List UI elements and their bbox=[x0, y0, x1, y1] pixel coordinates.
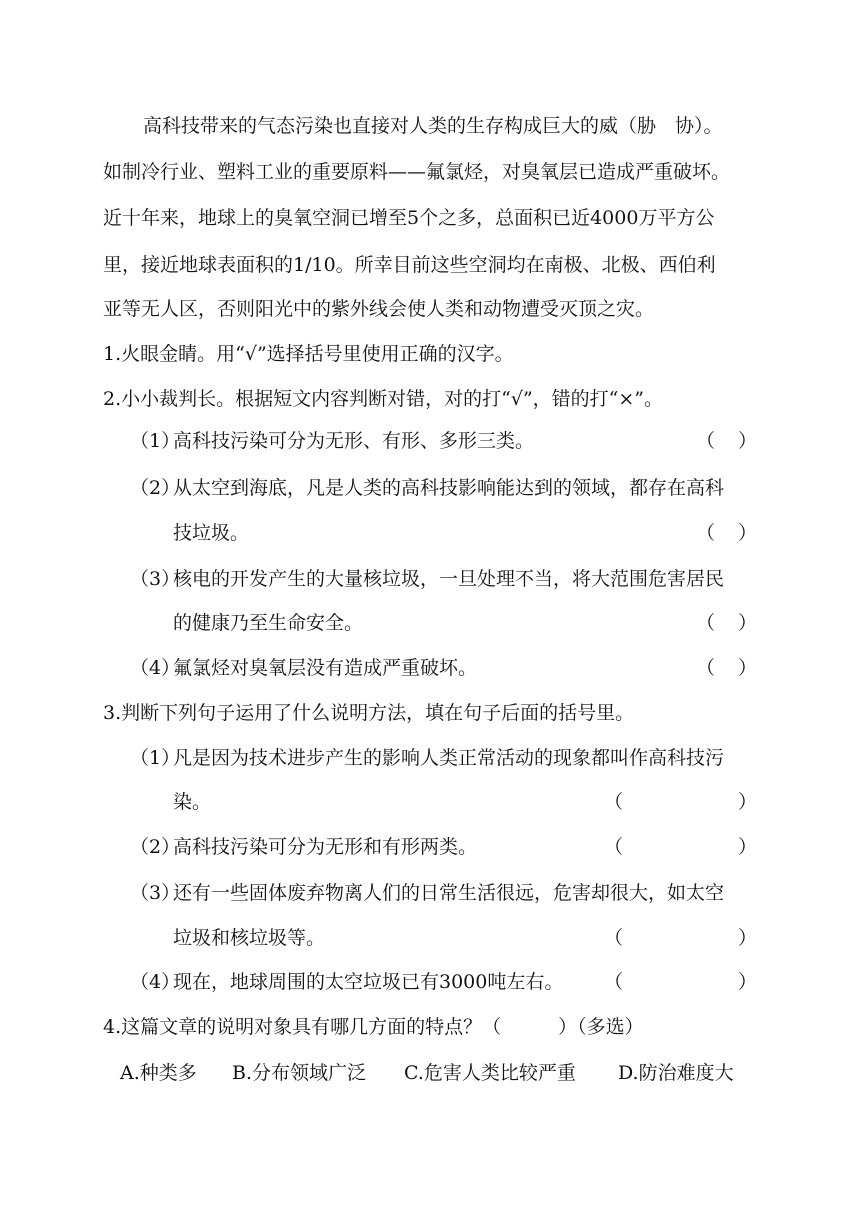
item-text: 高科技污染可分为无形和有形两类。 bbox=[173, 836, 478, 858]
answer-paren-open[interactable]: （ bbox=[604, 971, 624, 993]
item-text-continued: 垃圾和核垃圾等。 bbox=[173, 927, 326, 949]
item-text: 氟氯烃对臭氧层没有造成严重破坏。 bbox=[173, 657, 478, 679]
item-text: 还有一些固体废弃物离人们的日常生活很远，危害却很大，如太空 bbox=[173, 882, 725, 904]
item-number: （3） bbox=[130, 882, 181, 904]
answer-paren-open[interactable]: （ bbox=[604, 791, 624, 813]
answer-paren-open[interactable]: （ bbox=[696, 657, 716, 679]
item-text: 现在，地球周围的太空垃圾已有3000吨左右。 bbox=[173, 971, 564, 993]
answer-paren-close[interactable]: ） bbox=[738, 430, 758, 452]
answer-paren-open[interactable]: （ bbox=[604, 836, 624, 858]
item-number: （2） bbox=[130, 836, 181, 858]
option-a[interactable]: A.种类多 bbox=[120, 1062, 197, 1084]
item-text-continued: 技垃圾。 bbox=[173, 522, 250, 544]
passage-line: 近十年来，地球上的臭氧空洞已增至5个之多，总面积已近4000万平方公 bbox=[103, 207, 715, 229]
item-number: （4） bbox=[130, 657, 181, 679]
item-text: 从太空到海底，凡是人类的高科技影响能达到的领域，都存在高科 bbox=[173, 477, 725, 499]
answer-paren-close[interactable]: ） bbox=[738, 971, 758, 993]
item-number: （4） bbox=[130, 971, 181, 993]
item-text-continued: 染。 bbox=[173, 791, 212, 813]
item-number: （1） bbox=[130, 430, 181, 452]
answer-paren-close[interactable]: ） bbox=[738, 522, 758, 544]
question-3-title: 3.判断下列句子运用了什么说明方法，填在句子后面的括号里。 bbox=[103, 702, 635, 724]
item-text: 核电的开发产生的大量核垃圾，一旦处理不当，将大范围危害居民 bbox=[173, 568, 725, 590]
option-d[interactable]: D.防治难度大 bbox=[618, 1062, 734, 1084]
answer-paren-close[interactable]: ） bbox=[738, 612, 758, 634]
item-text: 高科技污染可分为无形、有形、多形三类。 bbox=[173, 430, 535, 452]
item-number: （1） bbox=[130, 747, 181, 769]
item-text-continued: 的健康乃至生命安全。 bbox=[173, 612, 364, 634]
question-1: 1.火眼金睛。用“√”选择括号里使用正确的汉字。 bbox=[103, 343, 514, 365]
answer-paren-open[interactable]: （ bbox=[604, 927, 624, 949]
option-b[interactable]: B.分布领域广泛 bbox=[232, 1062, 367, 1084]
passage-line: 亚等无人区，否则阳光中的紫外线会使人类和动物遭受灭顶之灾。 bbox=[103, 298, 655, 320]
question-4-title: 4.这篇文章的说明对象具有哪几方面的特点？（ ）（多选） bbox=[103, 1016, 644, 1038]
answer-paren-open[interactable]: （ bbox=[696, 522, 716, 544]
answer-paren-close[interactable]: ） bbox=[738, 836, 758, 858]
answer-paren-close[interactable]: ） bbox=[738, 657, 758, 679]
item-number: （3） bbox=[130, 568, 181, 590]
option-c[interactable]: C.危害人类比较严重 bbox=[404, 1062, 576, 1084]
answer-paren-open[interactable]: （ bbox=[696, 430, 716, 452]
answer-paren-close[interactable]: ） bbox=[738, 791, 758, 813]
item-number: （2） bbox=[130, 477, 181, 499]
question-2-title: 2.小小裁判长。根据短文内容判断对错，对的打“√”，错的打“×”。 bbox=[103, 388, 664, 410]
item-text: 凡是因为技术进步产生的影响人类正常活动的现象都叫作高科技污 bbox=[173, 747, 725, 769]
passage-line: 里，接近地球表面积的1/10。所幸目前这些空洞均在南极、北极、西伯利 bbox=[103, 254, 716, 276]
answer-paren-open[interactable]: （ bbox=[696, 612, 716, 634]
passage-line: 高科技带来的气态污染也直接对人类的生存构成巨大的威（胁 协）。 bbox=[143, 115, 723, 137]
answer-paren-close[interactable]: ） bbox=[738, 927, 758, 949]
passage-line: 如制冷行业、塑料工业的重要原料——氟氯烃，对臭氧层已造成严重破坏。 bbox=[103, 161, 731, 183]
